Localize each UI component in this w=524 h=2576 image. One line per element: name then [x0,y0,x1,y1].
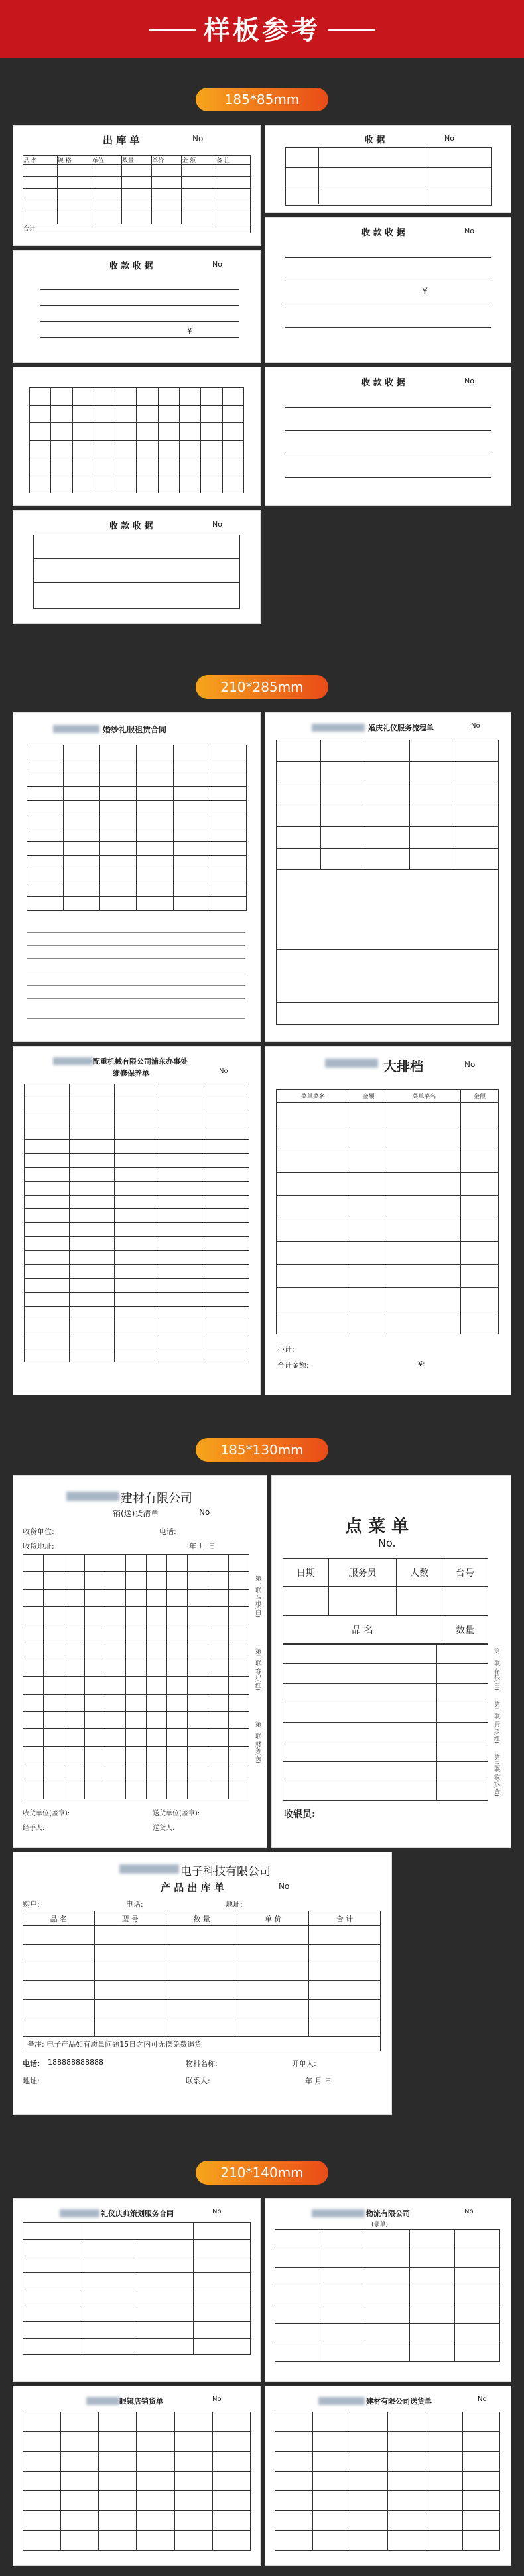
col-header: 规 格 [57,156,92,165]
line [285,407,491,408]
field-label: 电话: [159,1527,176,1536]
receipt-shoukuan-d [13,367,260,505]
company-name: 建材有限公司 [121,1492,192,1506]
header-banner [0,0,524,58]
form-title: 产 品 出 库 单 [161,1882,224,1894]
footer-label: 年 月 日 [305,2077,332,2085]
text-line [27,1018,245,1019]
receipt-box [33,535,240,609]
col-header: 人数 [397,1559,442,1587]
line [40,289,239,290]
col-header: 合 计 [309,1911,381,1926]
blurred-company [312,2209,365,2217]
footer-label: 地址: [23,2077,40,2085]
chanpin-table [23,1911,381,2051]
form-no: No [464,2208,474,2215]
receipt-table [29,387,244,493]
form-no: No [212,2396,222,2403]
field-label: 电话: [126,1900,143,1909]
line [40,305,239,306]
col-header: 品 名 [23,1911,95,1926]
form-subtitle: (录单) [371,2222,389,2228]
footer-label: 送货单位(盖章): [153,1810,200,1817]
form-no: No [478,2396,487,2403]
line [40,337,239,338]
table-note: 备注: 电子产品如有质量问题15日之内可无偿免费退货 [23,2037,381,2051]
field-label: 地址: [226,1900,243,1909]
col-header: 单位 [92,156,121,165]
form-title: 大排档 [383,1059,423,1074]
line [285,477,491,478]
form-title: 礼仪庆典策划服务合同 [101,2209,174,2218]
form-title: 点 菜 单 [345,1517,409,1537]
form-no: No. [378,1537,396,1549]
contract-wedding-dress [13,713,260,1041]
form-no: No [219,1068,228,1075]
receipt-shoukuan-c [265,218,511,362]
form-no: No [464,1060,476,1069]
form-chanpin [13,1852,391,2114]
page-title: 样板参考 [204,15,320,46]
text-line [27,958,245,959]
form-title: 收 款 收 据 [361,228,405,238]
text-line [27,932,245,933]
receipt-chuku [13,126,260,245]
xiaohuo-table [23,1554,249,1799]
form-title: 收 款 收 据 [361,378,405,388]
form-yanjing [13,2386,260,2565]
blurred-company [119,1864,179,1874]
line [40,321,239,322]
form-title: 配重机械有限公司浦东办事处 [93,1057,188,1066]
form-no: No [212,260,222,269]
form-wedding-service [265,713,511,1041]
col-header: 菜单菜名 [277,1090,350,1103]
line [33,558,239,559]
form-no: No [212,520,222,529]
copy-note: 第二联 厨房(红) [493,1701,499,1744]
size-label-2: 210*285mm [196,675,328,699]
service-table [276,740,499,1025]
form-maintenance [13,1047,260,1395]
footer-label: 物料名称: [186,2059,218,2068]
phone-value: 188888888888 [48,2058,103,2067]
form-wuliu [265,2199,511,2381]
blurred-company [60,2209,99,2217]
col-header: 金 额 [182,156,216,165]
rmb-sign: ¥: [418,1360,425,1368]
grand-total-label: 合计金额: [277,1361,309,1370]
form-title: 婚纱礼服租赁合同 [103,725,167,734]
col-header: 数量 [442,1616,488,1644]
blurred-company [53,1057,93,1065]
col-header: 数 量 [166,1911,237,1926]
receipt-shoukuan-f [13,511,260,623]
col-header: 单 价 [237,1911,309,1926]
copy-note: 第三联 收银(黄) [493,1754,499,1797]
copy-note: 第一联 存根(白) [254,1575,261,1618]
field-label: 收货单位: [23,1527,54,1536]
form-title: 收 款 收 据 [109,521,153,531]
chuku-table [23,155,251,233]
diancai-header-table [283,1558,488,1644]
col-header: 台号 [442,1559,488,1587]
blurred-company [53,725,99,733]
text-line [27,998,245,999]
phone-label: 电话: [23,2059,40,2068]
liyi-table [23,2222,251,2355]
form-no: No [212,2208,222,2215]
footer-label: 经手人: [23,1825,45,1832]
line [33,582,239,583]
text-line [27,985,245,986]
line [285,430,491,431]
col-header: 品 名 [23,156,58,165]
form-title: 婚庆礼仪服务流程单 [368,724,434,732]
blurred-company [312,724,365,732]
divider [285,167,491,168]
line [285,327,491,328]
form-no: No [444,134,454,143]
form-no: No [471,722,480,730]
form-subtitle: 维修保养单 [113,1069,149,1078]
copy-note: 第二联 客户(红) [254,1648,261,1691]
form-no: No [464,227,474,235]
col-header: 数量 [121,156,151,165]
rmb-sign: ¥ [422,287,428,297]
form-title: 眼镜店销货单 [119,2397,163,2406]
field-label: 收货地址: [23,1542,54,1551]
text-line [27,945,245,946]
blurred-company [86,2397,119,2405]
form-title: 建材有限公司送货单 [366,2397,432,2406]
form-jiancai-songhuo [265,2386,511,2565]
wuliu-table [275,2229,500,2362]
size-label-4: 210*140mm [196,2161,328,2185]
receipt-box [285,147,492,206]
copy-note: 第三联 财务(黄) [254,1721,261,1764]
col-header: 日期 [283,1559,329,1587]
songhuo-table [275,2412,500,2551]
maintenance-table [24,1084,249,1362]
company-name: 电子科技有限公司 [180,1865,271,1878]
form-title: 出 库 单 [103,134,140,146]
footer-label: 送货人: [153,1825,175,1832]
yanjing-table [23,2412,251,2551]
table-footer: 合计 [23,224,251,233]
subtotal-label: 小计: [277,1345,295,1354]
diancai-table [283,1644,488,1801]
col-header: 备 注 [216,156,251,165]
rmb-sign: ¥ [187,326,192,336]
footer-label: 开单人: [292,2059,316,2068]
dapaidang-table [276,1089,499,1334]
banner-line-right [328,29,375,31]
form-no: No [279,1882,290,1891]
field-label: 年 月 日 [189,1542,216,1551]
footer-label: 联系人: [186,2077,210,2085]
col-header: 型 号 [94,1911,166,1926]
col-header: 服务员 [328,1559,396,1587]
col-header: 菜单菜名 [387,1090,461,1103]
divider [318,147,319,204]
receipt-shoukuan-b [13,251,260,362]
col-header: 单价 [152,156,182,165]
form-title: 销(送)货清单 [113,1509,159,1518]
col-header: 品 名 [283,1616,442,1644]
cashier-label: 收银员: [284,1809,316,1820]
size-label-1: 185*85mm [196,88,328,111]
col-header: 金额 [350,1090,387,1103]
blurred-company [318,2397,365,2405]
form-title: 物流有限公司 [366,2209,410,2218]
contract-table [27,745,247,911]
form-liyi [13,2199,260,2381]
blurred-company [325,1059,378,1068]
size-label-3: 185*130mm [196,1438,328,1462]
form-no: No [199,1508,210,1517]
form-dapaidang [265,1047,511,1395]
col-header: 金额 [461,1090,499,1103]
receipt-shoukuan-a [265,126,511,212]
form-xiaohuo [13,1476,267,1847]
copy-note: 第一联 存根(白) [493,1648,499,1691]
form-title: 收 款 收 据 [109,261,153,271]
form-title: 收 据 [365,135,385,145]
field-label: 购户: [23,1900,40,1909]
blurred-company [66,1492,119,1501]
form-no: No [464,377,474,385]
form-no: No [192,134,204,143]
receipt-shoukuan-e [265,367,511,505]
line [285,257,491,258]
form-diancai [272,1476,511,1847]
footer-label: 收货单位(盖章): [23,1810,70,1817]
